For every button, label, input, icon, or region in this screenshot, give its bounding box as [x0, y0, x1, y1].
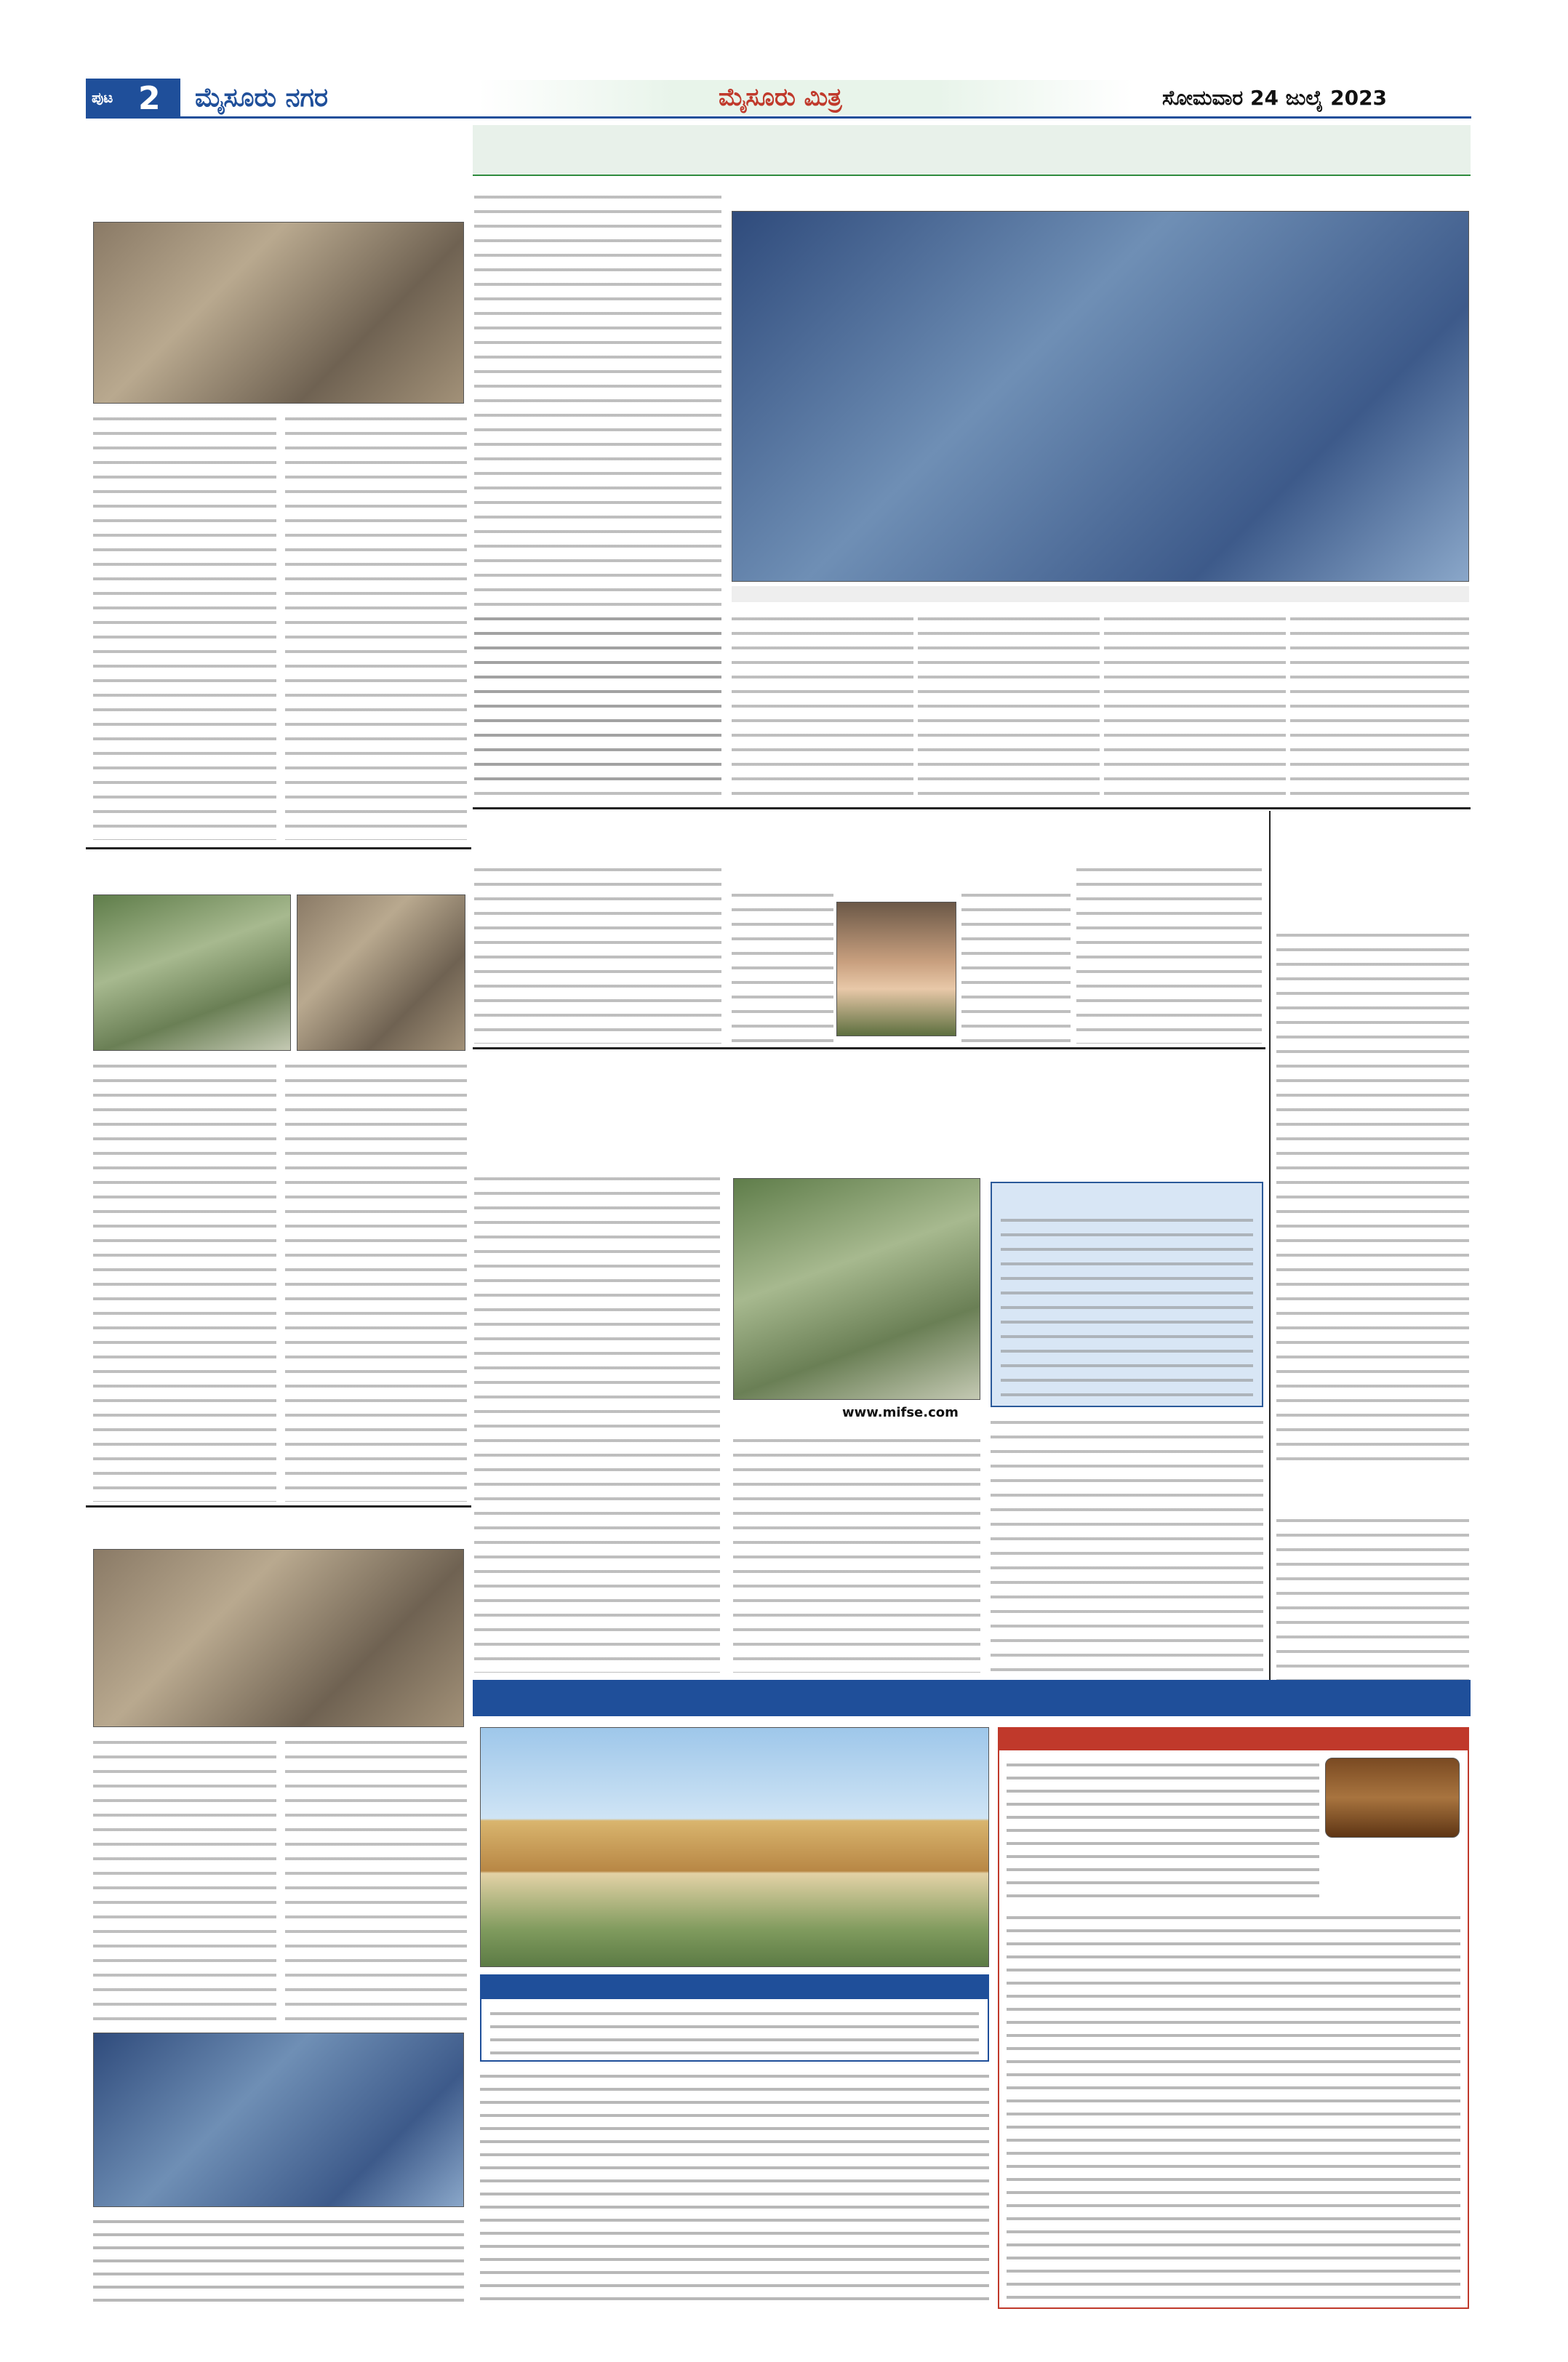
makkalu-body-col1: [93, 1734, 276, 2025]
ambedkar-headline: [86, 129, 464, 218]
wheelchair-caption: [93, 2214, 464, 2302]
panchanga-title-bar: [481, 1976, 988, 1999]
tejaswini-portrait: [836, 902, 956, 1036]
divider: [86, 847, 471, 849]
seva-event-photo: [732, 211, 1469, 582]
panchanga-body: [490, 2006, 979, 2057]
seva-body-col1b: [474, 611, 721, 800]
arogya-body-col1: [93, 1058, 276, 1502]
arogya-photo-2: [297, 894, 465, 1051]
masthead: [86, 79, 1471, 119]
akashavani-title-bar: [999, 1729, 1468, 1750]
akashavani-box: [998, 1727, 1469, 2309]
congress-body-col4: [1076, 862, 1262, 1044]
mysore-palace-photo: [480, 1727, 989, 1967]
mifse-url: www.mifse.com: [842, 1405, 959, 1420]
makkalu-body-col2: [285, 1734, 467, 2025]
page-label: ಪುಟ: [92, 89, 113, 106]
mifse-photo-caption: [733, 1404, 980, 1430]
issue-date: ಸೋಮವಾರ 24 ಜುಲೈ 2023: [1162, 86, 1388, 110]
akashavani-body-top: [1007, 1758, 1319, 1903]
divider: [473, 1047, 1265, 1049]
ambedkar-body-col2: [285, 411, 467, 840]
seva-headline-bar: [473, 125, 1471, 176]
seva-body-col4: [1104, 611, 1286, 800]
mifse-body-col2: [733, 1433, 980, 1673]
ambedkar-event-photo: [93, 222, 464, 404]
vidyarthi-info-box: [991, 1182, 1263, 1407]
vidyarthi-box-body: [1001, 1212, 1253, 1401]
arogya-body-col2: [285, 1058, 467, 1502]
telangana-body: [1276, 927, 1469, 1462]
seva-body-col2: [732, 611, 913, 800]
seva-body-col5: [1290, 611, 1469, 800]
page-number-badge: [86, 79, 180, 116]
rashtriya-body: [1276, 1513, 1469, 1705]
arogya-photo-1: [93, 894, 291, 1051]
mifse-body-col3: [991, 1414, 1263, 1673]
seva-body-col3: [918, 611, 1100, 800]
mifse-body-col1: [474, 1171, 720, 1673]
ambedkar-body-col1: [93, 411, 276, 840]
congress-body-col1: [474, 862, 721, 1044]
mifse-students-photo: [733, 1178, 980, 1400]
masthead-logo-band: [479, 80, 1133, 115]
congress-body-col3: [961, 887, 1071, 1044]
page-number: 2: [138, 80, 161, 117]
radio-icon: [1325, 1758, 1460, 1838]
divider: [86, 1505, 471, 1508]
panchanga-box: [480, 1974, 989, 2062]
divider-vertical: [1269, 811, 1271, 1705]
wheelchair-donation-photo: [93, 2033, 464, 2207]
akashavani-body: [1007, 1910, 1460, 2299]
paper-name: ಮೈಸೂರು ಮಿತ್ರ: [719, 83, 842, 112]
events-listing: [480, 2069, 989, 2309]
seva-photo-caption: [732, 586, 1469, 602]
mysuru-today-bar: [473, 1680, 1471, 1716]
divider: [473, 807, 1471, 809]
makkalu-event-photo: [93, 1549, 464, 1727]
congress-body-col2: [732, 887, 833, 1044]
section-title: ಮೈಸೂರು ನಗರ: [195, 83, 329, 113]
